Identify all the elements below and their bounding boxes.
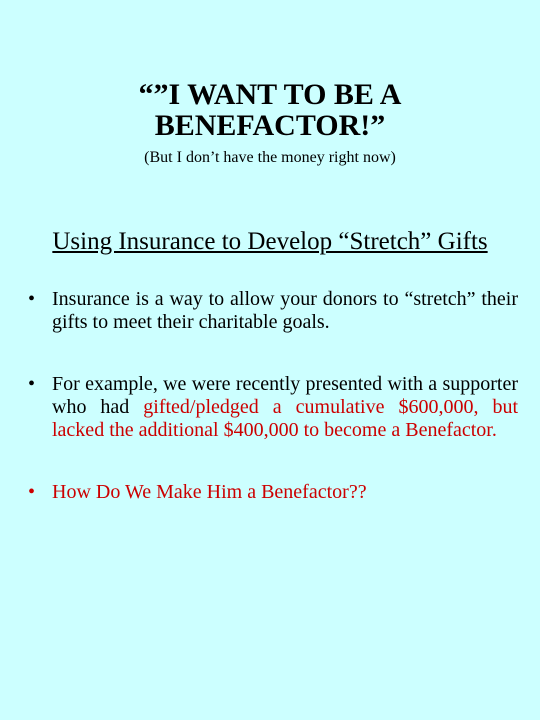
bullet-item-example	[28, 373, 518, 442]
bullet-text: Insurance is a way to allow your donors to “stretch” their gifts to meet their charitable goals.	[52, 288, 518, 333]
section-heading: Using Insurance to Develop “Stretch” Gifts	[52, 228, 488, 255]
bullet-text: For example, we were recently presented with a supporter who had	[52, 373, 518, 418]
bullet-icon: •	[28, 373, 36, 395]
slide-title	[0, 79, 540, 141]
bullet-icon: •	[28, 481, 36, 503]
bullet-text-highlight: How Do We Make Him a Benefactor??	[52, 481, 367, 503]
bullet-item-question	[28, 481, 518, 504]
bullet-icon: •	[28, 288, 36, 310]
bullet-list	[28, 288, 518, 504]
bullet-text-highlight: gifted/pledged a cumulative $600,000, but lacked the additional $400,000 to become a Benefactor.	[52, 396, 518, 441]
bullet-item-insurance	[28, 288, 518, 334]
slide-subtitle: (But I don’t have the money right now)	[144, 149, 396, 166]
slide-title-line-1: “”I WANT TO BE A	[138, 78, 402, 111]
slide-title-line-2: BENEFACTOR!”	[154, 109, 386, 142]
